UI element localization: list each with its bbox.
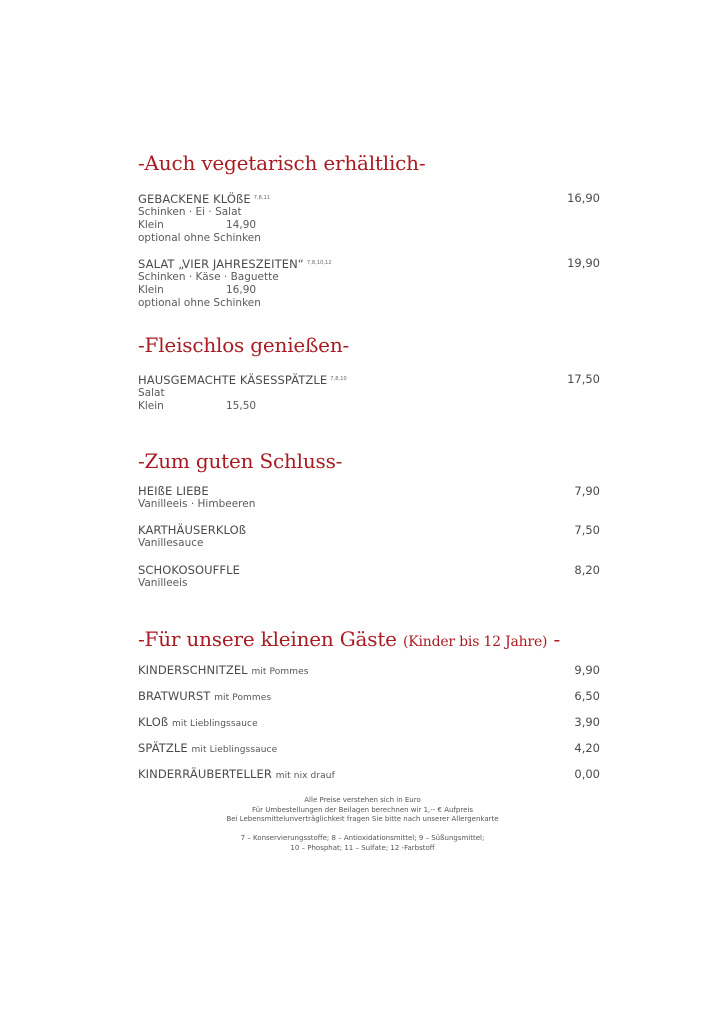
small-label: Klein	[138, 219, 164, 232]
menu-item	[138, 741, 600, 757]
item-name: BRATWURST	[138, 689, 211, 703]
item-side: mit Pommes	[251, 667, 309, 677]
section-heading-kids: -Für unsere kleinen Gäste (Kinder bis 12 Jahre) -	[138, 627, 561, 651]
item-name: KLOß	[138, 715, 169, 729]
menu-item	[138, 689, 600, 705]
menu-item	[138, 767, 600, 783]
small-price: 14,90	[226, 219, 257, 232]
item-price: 9,90	[574, 663, 600, 677]
item-description: Vanilleeis	[138, 577, 188, 589]
menu-item	[138, 663, 600, 679]
small-price: 15,50	[226, 400, 257, 413]
item-price: 0,00	[574, 767, 600, 781]
small-portion	[138, 219, 600, 232]
item-name: SPÄTZLE	[138, 741, 188, 755]
item-name: KINDERRÄUBERTELLER	[138, 767, 272, 781]
item-price: 7,90	[574, 484, 600, 498]
allergen-codes: 7,8,11	[253, 195, 271, 201]
item-name: KARTHÄUSERKLOß	[138, 523, 247, 537]
item-side: mit Lieblingssauce	[191, 745, 278, 755]
footer-notes	[0, 796, 725, 825]
age-note: (Kinder bis 12 Jahre)	[402, 634, 548, 650]
allergen-line: 10 – Phosphat; 11 – Sulfate; 12 -Farbstoff	[290, 843, 435, 852]
item-price: 17,50	[567, 372, 600, 386]
allergen-codes: 7,8,10	[330, 376, 347, 382]
item-price: 3,90	[574, 715, 600, 729]
allergen-codes: 7,8,10,12	[306, 260, 332, 266]
section-heading-desserts: -Zum guten Schluss-	[138, 449, 343, 473]
footer-line: Alle Preise verstehen sich in Euro	[304, 796, 421, 804]
small-portion	[138, 284, 600, 297]
item-price: 6,50	[574, 689, 600, 703]
footer-line: Bei Lebensmittelunverträglichkeit fragen Sie bitte nach unserer Allergenkarte	[226, 815, 499, 824]
item-price: 19,90	[567, 256, 600, 270]
section-heading-meatless: -Fleischlos genießen-	[138, 333, 350, 357]
small-price: 16,90	[226, 284, 257, 297]
menu-item	[138, 372, 600, 413]
item-price: 7,50	[574, 523, 600, 537]
item-side: mit Pommes	[214, 693, 272, 703]
menu-item	[138, 563, 600, 590]
section-heading-vegetarian: -Auch vegetarisch erhältlich-	[138, 151, 426, 175]
allergen-legend	[0, 834, 725, 853]
item-side: mit Lieblingssauce	[172, 719, 258, 729]
allergen-line: 7 – Konservierungsstoffe; 8 – Antioxidationsmittel; 9 – Süßungsmittel;	[240, 834, 485, 842]
menu-item	[138, 191, 600, 246]
item-description: Salat	[138, 387, 165, 399]
item-side: mit nix drauf	[275, 771, 335, 781]
item-note: optional ohne Schinken	[138, 297, 261, 310]
item-description: Schinken · Ei · Salat	[138, 206, 242, 218]
menu-item	[138, 256, 600, 311]
item-name: GEBACKENE KLÖßE	[138, 192, 251, 206]
menu-item	[138, 523, 600, 550]
item-description: Vanillesauce	[138, 537, 204, 549]
item-price: 4,20	[574, 741, 600, 755]
item-note: optional ohne Schinken	[138, 232, 261, 245]
item-name: SALAT „VIER JAHRESZEITEN“	[138, 257, 304, 271]
menu-item	[138, 715, 600, 731]
item-name: HAUSGEMACHTE KÄSESSPÄTZLE	[138, 373, 328, 387]
item-description: Schinken · Käse · Baguette	[138, 271, 279, 283]
footer-line: Für Umbestellungen der Beilagen berechnen wir 1,-- € Aufpreis	[252, 805, 473, 814]
item-name: HEIßE LIEBE	[138, 484, 209, 498]
small-portion	[138, 400, 600, 413]
menu-item	[138, 484, 600, 511]
item-name: SCHOKOSOUFFLE	[138, 563, 240, 577]
small-label: Klein	[138, 284, 164, 297]
item-price: 16,90	[567, 191, 600, 205]
item-description: Vanilleeis · Himbeeren	[138, 498, 256, 510]
item-name: KINDERSCHNITZEL	[138, 663, 248, 677]
small-label: Klein	[138, 400, 164, 413]
item-price: 8,20	[574, 563, 600, 577]
